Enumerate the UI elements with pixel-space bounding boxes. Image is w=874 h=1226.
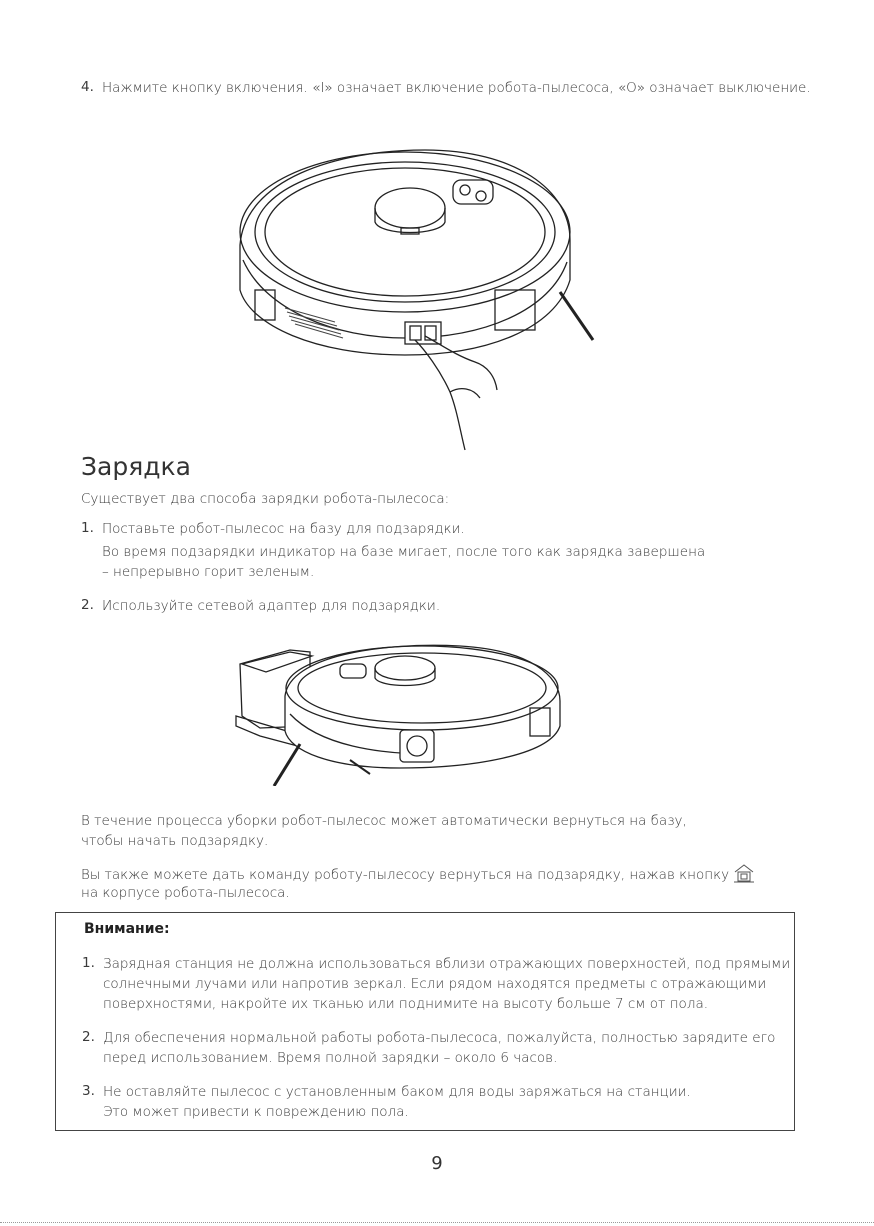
notice-item-line: Зарядная станция не должна использоваться вблизи отражающих поверхностей, под прямыми <box>103 956 791 972</box>
robot-power-button-illustration <box>225 140 615 460</box>
charge-item-number: 2. <box>81 597 94 613</box>
notice-item-line: солнечными лучами или напротив зеркал. Если рядом находятся предметы с отражающими <box>103 976 767 992</box>
charge-item-line: Поставьте робот-пылесос на базу для подзарядки. <box>102 521 465 537</box>
notice-box <box>55 912 795 1131</box>
page-number: 9 <box>431 1153 443 1174</box>
step-4-text: Нажмите кнопку включения. «I» означает включение робота-пылесоса, «O» означает выключение. <box>102 80 811 96</box>
notice-item-line: Это может привести к повреждению пола. <box>103 1104 409 1120</box>
notice-item-line: поверхностями, накройте их тканью или поднимите на высоту больше 7 см от пола. <box>103 996 709 1012</box>
notice-item-line: перед использованием. Время полной зарядки – около 6 часов. <box>103 1050 558 1066</box>
notice-item-number: 2. <box>82 1029 95 1045</box>
notice-item-line: Не оставляйте пылесос с установленным баком для воды заряжаться на станции. <box>103 1084 691 1100</box>
charge-item-line: Во время подзарядки индикатор на базе мигает, после того как зарядка завершена <box>102 544 706 560</box>
footer-divider <box>0 1222 874 1223</box>
notice-item-number: 1. <box>82 955 95 971</box>
section-title: Зарядка <box>81 452 191 481</box>
robot-on-dock-illustration <box>230 636 570 786</box>
manual-return-text: на корпусе робота-пылесоса. <box>81 885 290 901</box>
manual-return-text <box>81 863 755 885</box>
auto-return-text: чтобы начать подзарядку. <box>81 833 269 849</box>
auto-return-text: В течение процесса уборки робот-пылесос может автоматически вернуться на базу, <box>81 813 687 829</box>
notice-title: Внимание: <box>84 921 170 937</box>
notice-item-line: Для обеспечения нормальной работы робота-пылесоса, пожалуйста, полностью зарядите его <box>103 1030 776 1046</box>
charge-item-number: 1. <box>81 520 94 536</box>
intro-text: Существует два способа зарядки робота-пылесоса: <box>81 491 450 507</box>
manual-return-line: Вы также можете дать команду роботу-пылесосу вернуться на подзарядку, нажав кнопку <box>81 867 730 883</box>
charge-item-line: – непрерывно горит зеленым. <box>102 564 315 580</box>
home-dock-icon <box>733 863 755 883</box>
notice-item-number: 3. <box>82 1083 95 1099</box>
charge-item-line: Используйте сетевой адаптер для подзарядки. <box>102 598 441 614</box>
step-number: 4. <box>81 79 94 95</box>
